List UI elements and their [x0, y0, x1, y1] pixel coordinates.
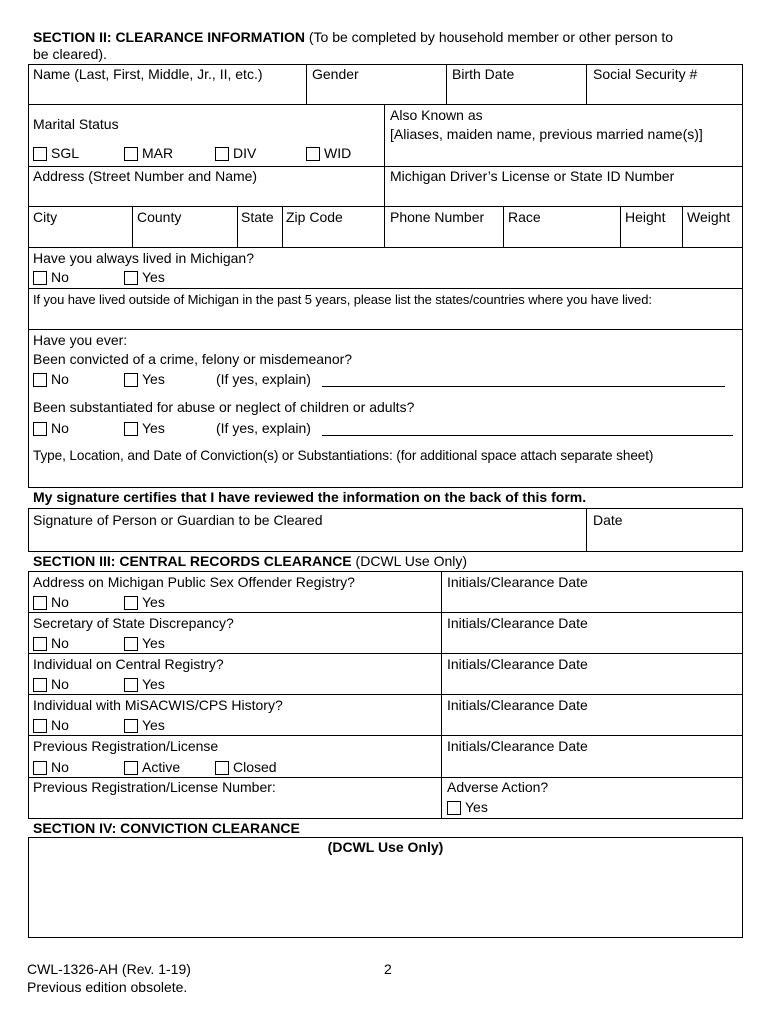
convicted-explain-input[interactable]: [322, 386, 725, 387]
page-number: 2: [384, 961, 392, 977]
marital-option-wid[interactable]: WID: [306, 145, 351, 162]
marital-option-mar[interactable]: MAR: [124, 145, 173, 162]
sos-discrepancy-no[interactable]: No: [33, 635, 69, 652]
gender-field[interactable]: Gender: [312, 66, 359, 82]
central-registry-yes[interactable]: Yes: [124, 676, 165, 693]
section-iv-title: SECTION IV: CONVICTION CLEARANCE: [33, 820, 300, 836]
marital-option-sgl[interactable]: SGL: [33, 145, 79, 162]
weight-field[interactable]: Weight: [687, 209, 731, 225]
city-field[interactable]: City: [33, 209, 58, 225]
signature-date-field[interactable]: Date: [593, 512, 623, 528]
prev-registration-closed[interactable]: Closed: [215, 759, 277, 776]
outside-michigan-field[interactable]: If you have lived outside of Michigan in the past 5 years, please list the states/countries where you have lived:: [33, 292, 652, 307]
sex-offender-yes[interactable]: Yes: [124, 594, 165, 611]
checkbox-icon[interactable]: [124, 719, 138, 733]
race-field[interactable]: Race: [508, 209, 541, 225]
adverse-action-label: Adverse Action?: [447, 779, 549, 795]
zip-field[interactable]: Zip Code: [286, 209, 343, 225]
substantiated-question: Been substantiated for abuse or neglect of children or adults?: [33, 399, 415, 415]
prev-registration-question: Previous Registration/License: [33, 738, 219, 754]
substantiated-explain-input[interactable]: [322, 435, 733, 436]
sex-offender-initials-field[interactable]: Initials/Clearance Date: [447, 574, 588, 590]
convicted-yes[interactable]: Yes: [124, 371, 165, 388]
conviction-details-field[interactable]: Type, Location, and Date of Conviction(s) or Substantiations: (for additional space attach separate sheet): [33, 448, 654, 463]
cps-history-yes[interactable]: Yes: [124, 717, 165, 734]
adverse-action-yes[interactable]: Yes: [447, 799, 488, 816]
obsolete-note: Previous edition obsolete.: [27, 979, 188, 995]
checkbox-icon[interactable]: [33, 422, 47, 436]
state-field[interactable]: State: [241, 209, 274, 225]
checkbox-icon[interactable]: [124, 373, 138, 387]
section-ii-title: SECTION II: CLEARANCE INFORMATION: [33, 29, 305, 45]
sos-discrepancy-yes[interactable]: Yes: [124, 635, 165, 652]
aka-field[interactable]: Also Known as: [390, 107, 483, 123]
sex-offender-no[interactable]: No: [33, 594, 69, 611]
substantiated-no[interactable]: No: [33, 420, 69, 437]
section-ii-subtitle-cont: be cleared).: [33, 46, 107, 62]
sos-discrepancy-initials-field[interactable]: Initials/Clearance Date: [447, 615, 588, 631]
checkbox-icon[interactable]: [124, 422, 138, 436]
central-registry-question: Individual on Central Registry?: [33, 656, 224, 672]
marital-option-div[interactable]: DIV: [215, 145, 256, 162]
license-field[interactable]: Michigan Driver’s License or State ID Number: [390, 168, 675, 184]
checkbox-icon[interactable]: [33, 271, 47, 285]
checkbox-icon[interactable]: [215, 147, 229, 161]
checkbox-icon[interactable]: [33, 596, 47, 610]
central-registry-initials-field[interactable]: Initials/Clearance Date: [447, 656, 588, 672]
checkbox-icon[interactable]: [33, 719, 47, 733]
prev-registration-number-field[interactable]: Previous Registration/License Number:: [33, 779, 276, 795]
name-field[interactable]: Name (Last, First, Middle, Jr., II, etc.): [33, 66, 263, 82]
prev-registration-no[interactable]: No: [33, 759, 69, 776]
marital-status-label: Marital Status: [33, 116, 119, 132]
checkbox-icon[interactable]: [33, 637, 47, 651]
birth-date-field[interactable]: Birth Date: [452, 66, 515, 82]
substantiated-explain-label: (If yes, explain): [216, 420, 311, 436]
cps-history-initials-field[interactable]: Initials/Clearance Date: [447, 697, 588, 713]
checkbox-icon[interactable]: [33, 761, 47, 775]
county-field[interactable]: County: [137, 209, 182, 225]
lived-michigan-yes[interactable]: Yes: [124, 269, 165, 286]
cps-history-question: Individual with MiSACWIS/CPS History?: [33, 697, 283, 713]
checkbox-icon[interactable]: [124, 761, 138, 775]
checkbox-icon[interactable]: [124, 678, 138, 692]
lived-michigan-question: Have you always lived in Michigan?: [33, 250, 254, 266]
checkbox-icon[interactable]: [124, 271, 138, 285]
section-iii-title: SECTION III: CENTRAL RECORDS CLEARANCE: [33, 553, 352, 569]
checkbox-icon[interactable]: [306, 147, 320, 161]
checkbox-icon[interactable]: [447, 801, 461, 815]
convicted-no[interactable]: No: [33, 371, 69, 388]
substantiated-yes[interactable]: Yes: [124, 420, 165, 437]
checkbox-icon[interactable]: [124, 596, 138, 610]
section-ii-heading: [33, 29, 673, 46]
signature-field[interactable]: Signature of Person or Guardian to be Cleared: [33, 512, 323, 528]
certify-statement: My signature certifies that I have reviewed the information on the back of this form.: [33, 489, 587, 505]
convicted-explain-label: (If yes, explain): [216, 371, 311, 387]
sex-offender-question: Address on Michigan Public Sex Offender Registry?: [33, 574, 355, 590]
phone-field[interactable]: Phone Number: [390, 209, 485, 225]
have-you-ever-label: Have you ever:: [33, 332, 128, 348]
checkbox-icon[interactable]: [33, 147, 47, 161]
convicted-question: Been convicted of a crime, felony or misdemeanor?: [33, 351, 353, 367]
ssn-field[interactable]: Social Security #: [593, 66, 698, 82]
address-field[interactable]: Address (Street Number and Name): [33, 168, 258, 184]
checkbox-icon[interactable]: [33, 373, 47, 387]
prev-registration-initials-field[interactable]: Initials/Clearance Date: [447, 738, 588, 754]
sos-discrepancy-question: Secretary of State Discrepancy?: [33, 615, 234, 631]
aka-hint: [Aliases, maiden name, previous married name(s)]: [390, 126, 703, 142]
section-iv-subtitle: (DCWL Use Only): [327, 839, 444, 855]
section-iii-subtitle: (DCWL Use Only): [355, 553, 468, 569]
lived-michigan-no[interactable]: No: [33, 269, 69, 286]
form-id: CWL-1326-AH (Rev. 1-19): [27, 961, 191, 977]
checkbox-icon[interactable]: [124, 147, 138, 161]
cps-history-no[interactable]: No: [33, 717, 69, 734]
section-ii-subtitle: (To be completed by household member or other person to: [308, 29, 674, 45]
prev-registration-active[interactable]: Active: [124, 759, 180, 776]
checkbox-icon[interactable]: [124, 637, 138, 651]
height-field[interactable]: Height: [625, 209, 666, 225]
checkbox-icon[interactable]: [33, 678, 47, 692]
checkbox-icon[interactable]: [215, 761, 229, 775]
central-registry-no[interactable]: No: [33, 676, 69, 693]
section-iii-heading: [33, 553, 467, 570]
